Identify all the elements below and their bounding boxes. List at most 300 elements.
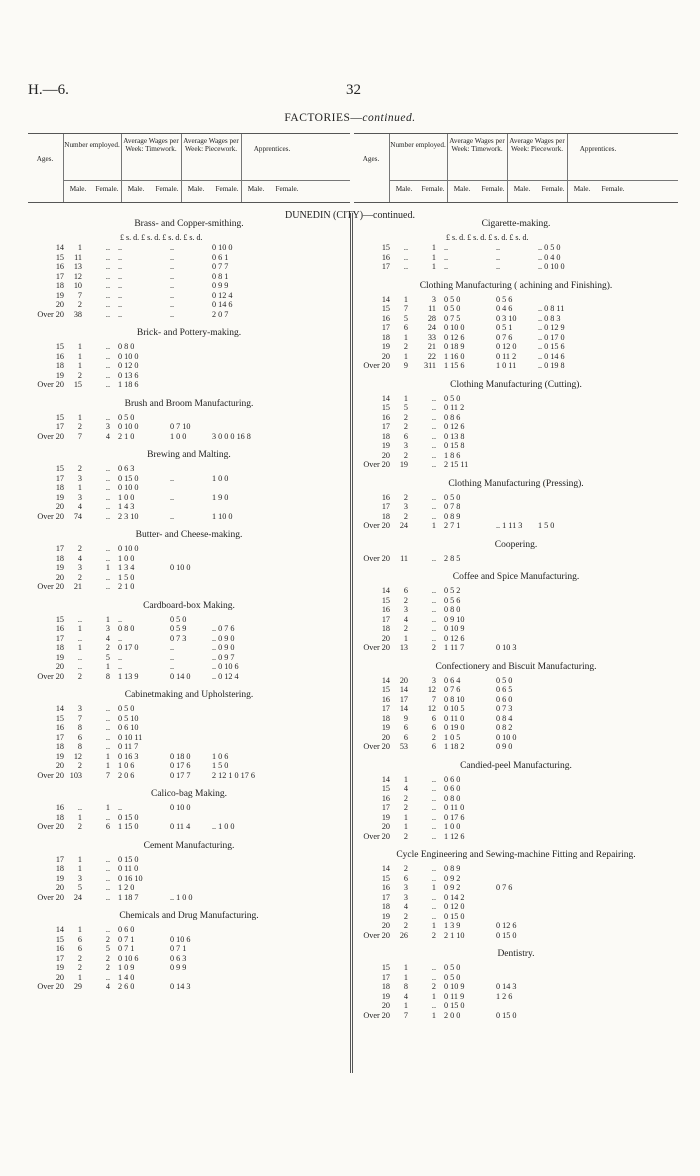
female-count-cell: 1 <box>105 761 110 770</box>
female-count-cell: 5 <box>105 652 110 662</box>
age-cell: Over 20 <box>37 380 64 389</box>
male-count-cell: 2 <box>77 671 82 681</box>
age-cell: 16 <box>381 313 390 323</box>
male-count-cell: .. <box>77 652 82 662</box>
male-count-cell: 1 <box>403 633 408 643</box>
wage-cell: 0 11 0 <box>444 713 465 723</box>
female-count-cell: .. <box>105 342 110 351</box>
industry-block <box>28 600 350 682</box>
table-row <box>28 704 350 714</box>
wage-cell: 0 11 2 <box>444 403 465 412</box>
male-count-cell: 8 <box>77 723 82 732</box>
industry-block <box>354 948 678 1020</box>
male-count-cell: 4 <box>77 553 82 563</box>
table-row <box>28 300 350 310</box>
female-count-cell: .. <box>431 502 436 511</box>
table-row <box>28 474 350 484</box>
male-count-cell: 24 <box>399 521 408 530</box>
age-cell: 19 <box>55 290 64 300</box>
female-count-cell: .. <box>105 243 110 252</box>
wage-cell: 2 8 5 <box>444 553 461 563</box>
industry-block <box>28 788 350 832</box>
age-cell: 14 <box>55 704 64 713</box>
wage-cell: 0 12 0 <box>444 902 465 911</box>
male-count-cell: 5 <box>403 313 408 323</box>
age-cell: 14 <box>381 675 390 685</box>
female-count-cell: .. <box>431 553 436 563</box>
female-count-cell: .. <box>431 812 436 822</box>
age-cell: 16 <box>55 944 64 953</box>
female-count-cell: 6 <box>431 742 436 751</box>
table-row <box>354 1001 678 1011</box>
wage-cell: 1 5 0 <box>538 521 555 530</box>
female-count-cell: .. <box>105 473 110 483</box>
wage-cell: 1 10 0 <box>212 511 233 521</box>
wage-cell: 0 14 2 <box>444 892 465 902</box>
table-row <box>28 634 350 644</box>
table-row <box>354 615 678 625</box>
female-count-cell: 12 <box>427 704 436 713</box>
wage-cell: 2 6 0 <box>118 982 135 991</box>
age-cell: 16 <box>55 624 64 633</box>
wage-cell: 0 11 0 <box>444 803 465 812</box>
male-count-cell: 1 <box>77 854 82 864</box>
female-count-cell: .. <box>431 892 436 902</box>
industry-block <box>28 327 350 390</box>
table-row <box>354 413 678 423</box>
age-cell: 19 <box>381 812 390 822</box>
wage-cell: 0 7 6 <box>444 685 461 694</box>
wage-cell: 1 12 6 <box>444 831 465 841</box>
industry-title: Candied-peel Manufacturing. <box>460 760 572 771</box>
money-units: £ s. d. £ s. d. £ s. d. £ s. d. <box>120 233 203 242</box>
table-row <box>354 775 678 785</box>
wage-cell: 0 15 0 <box>444 911 465 921</box>
male-count-cell: 1 <box>77 643 82 652</box>
age-cell: 16 <box>55 803 64 812</box>
wage-cell: 1 16 0 <box>444 351 465 361</box>
age-cell: 17 <box>55 633 64 643</box>
wage-cell: 0 10 9 <box>444 982 465 991</box>
female-count-cell: .. <box>105 370 110 380</box>
female-count-cell: 8 <box>105 671 110 681</box>
age-cell: 18 <box>381 713 390 723</box>
age-cell: 19 <box>381 723 390 732</box>
male-count-cell: 2 <box>77 464 82 473</box>
wage-cell: 0 6 3 <box>170 953 187 963</box>
wage-cell: .. 0 8 3 <box>538 313 561 323</box>
age-cell: Over 20 <box>37 770 64 780</box>
wage-cell: 1 3 4 <box>118 563 135 572</box>
wage-cell: .. <box>496 243 501 252</box>
table-row <box>28 281 350 291</box>
wage-cell: 1 18 2 <box>444 742 465 751</box>
female-count-cell: 1 <box>431 991 436 1001</box>
wage-cell: 0 8 6 <box>444 412 461 422</box>
wage-cell: .. 0 10 6 <box>212 662 239 671</box>
female-count-cell: .. <box>105 854 110 864</box>
wage-cell: 0 10 0 <box>118 483 139 492</box>
age-cell: Over 20 <box>37 511 64 521</box>
male-subheader: Male. <box>453 185 471 193</box>
female-count-cell: .. <box>431 393 436 403</box>
wage-cell: 0 19 0 <box>444 723 465 732</box>
wage-cell: 0 10 0 <box>170 563 191 572</box>
industry-block <box>28 218 350 319</box>
number-employed-header: Number employed. <box>390 141 446 149</box>
table-row <box>354 422 678 432</box>
female-count-cell: 1 <box>105 662 110 671</box>
wage-cell: 0 16 10 <box>118 873 143 883</box>
wage-cell: 0 6 5 <box>496 685 513 694</box>
industry-title: Dentistry. <box>497 949 535 959</box>
age-cell: 16 <box>381 412 390 422</box>
table-row <box>28 935 350 945</box>
female-count-cell: 22 <box>427 351 436 361</box>
wage-cell: 0 8 0 <box>444 605 461 614</box>
table-row <box>28 262 350 272</box>
wage-cell: 1 11 7 <box>444 643 465 652</box>
table-row <box>354 605 678 615</box>
industry-title: Clothing Manufacturing ( achining and Finishing). <box>419 280 613 291</box>
age-cell: 18 <box>381 511 390 521</box>
wage-cell: 0 10 0 <box>496 732 517 742</box>
header-divider <box>64 180 350 181</box>
female-count-cell: 3 <box>105 624 110 633</box>
table-row <box>354 253 678 263</box>
female-subheader: Female. <box>601 185 625 193</box>
male-count-cell: 53 <box>399 742 408 751</box>
female-count-cell: 1 <box>431 243 436 252</box>
female-count-cell: 2 <box>431 643 436 652</box>
age-cell: 14 <box>381 864 390 873</box>
age-cell: 15 <box>381 963 390 972</box>
male-count-cell: 13 <box>73 262 82 271</box>
industry-title: Brush and Broom Manufacturing. <box>124 398 254 409</box>
wage-cell: 0 10 5 <box>444 704 465 713</box>
age-cell: 15 <box>55 412 64 422</box>
age-cell: 15 <box>55 252 64 262</box>
apprentices-header: Apprentices. <box>579 145 617 153</box>
male-count-cell: 3 <box>403 605 408 614</box>
age-cell: 18 <box>381 332 390 342</box>
table-row <box>354 521 678 531</box>
male-count-cell: 3 <box>77 873 82 883</box>
male-count-cell: 2 <box>403 342 408 351</box>
age-cell: 14 <box>381 774 390 784</box>
female-count-cell: .. <box>105 300 110 309</box>
table-row <box>28 310 350 320</box>
age-cell: 18 <box>381 982 390 991</box>
male-subheader: Male. <box>573 185 591 193</box>
wage-cell: 2 0 7 <box>212 309 229 319</box>
female-count-cell: .. <box>105 412 110 422</box>
male-count-cell: 1 <box>77 864 82 873</box>
table-row <box>354 973 678 983</box>
industry-title: Coopering. <box>494 539 538 550</box>
table-row <box>354 883 678 893</box>
female-count-cell: .. <box>105 925 110 934</box>
female-count-cell: 11 <box>428 304 436 313</box>
wage-cell: .. <box>118 252 123 262</box>
age-cell: 19 <box>55 492 64 502</box>
table-row <box>28 803 350 813</box>
table-row <box>28 554 350 564</box>
page-number: 32 <box>346 82 361 98</box>
age-cell: 16 <box>381 883 390 892</box>
age-cell: 17 <box>381 262 390 271</box>
wage-cell: .. <box>170 243 175 252</box>
wage-cell: 1 0 11 <box>496 361 517 370</box>
age-cell: 19 <box>381 911 390 921</box>
age-cell: 14 <box>381 586 390 595</box>
female-count-cell: 4 <box>105 982 110 991</box>
female-count-cell: .. <box>105 361 110 370</box>
wage-cell: 0 5 6 <box>444 595 461 605</box>
table-row <box>354 794 678 804</box>
table-row <box>354 784 678 794</box>
wage-cell: .. <box>170 252 175 262</box>
wage-cell: .. <box>118 662 123 671</box>
wage-cell: 0 6 10 <box>118 723 139 732</box>
table-row <box>28 855 350 865</box>
wages-timework-header: Average Wages per Week: Timework. <box>123 137 179 153</box>
table-row <box>28 672 350 682</box>
wages-piecework-header: Average Wages per Week: Piecework. <box>183 137 239 153</box>
wage-cell: 0 15 8 <box>444 441 465 450</box>
male-subheader: Male. <box>127 185 145 193</box>
female-count-cell: .. <box>431 605 436 614</box>
wage-cell: 0 12 4 <box>212 290 233 300</box>
age-cell: 16 <box>55 723 64 732</box>
table-row <box>354 304 678 314</box>
male-count-cell: 9 <box>403 361 408 370</box>
table-row <box>354 314 678 324</box>
female-count-cell: .. <box>105 553 110 563</box>
female-count-cell: .. <box>105 883 110 892</box>
male-count-cell: 2 <box>77 370 82 380</box>
wage-cell: 0 5 6 <box>496 294 513 304</box>
male-count-cell: 7 <box>77 431 82 441</box>
age-cell: 16 <box>381 793 390 803</box>
table-row <box>28 615 350 625</box>
age-cell: 16 <box>381 694 390 704</box>
wage-cell: 0 5 0 <box>170 614 187 624</box>
wage-cell: 0 7 1 <box>118 934 135 944</box>
wages-piecework-header: Average Wages per Week: Piecework. <box>509 137 565 153</box>
table-row <box>354 295 678 305</box>
male-count-cell: 11 <box>400 553 408 563</box>
wage-cell: 0 8 2 <box>496 723 513 732</box>
industry-block <box>28 529 350 592</box>
page-title: FACTORIES—continued. <box>284 112 416 124</box>
wage-cell: 0 15 0 <box>118 812 139 822</box>
wage-cell: .. <box>496 262 501 271</box>
wage-cell: 0 5 10 <box>118 713 139 723</box>
wage-cell: .. 0 15 6 <box>538 342 565 351</box>
table-row <box>28 512 350 522</box>
female-count-cell: 4 <box>105 431 110 441</box>
table-row <box>354 262 678 272</box>
age-cell: 16 <box>381 605 390 614</box>
wage-cell: .. <box>444 252 449 262</box>
wage-cell: 0 8 1 <box>212 271 229 281</box>
male-count-cell: 2 <box>77 953 82 963</box>
male-count-cell: 8 <box>403 982 408 991</box>
female-count-cell: .. <box>105 742 110 751</box>
wage-cell: .. <box>118 281 123 290</box>
male-subheader: Male. <box>395 185 413 193</box>
industry-block <box>354 280 678 371</box>
wage-cell: 2 1 0 <box>118 582 135 591</box>
industry-title: Brick- and Pottery-making. <box>136 328 242 338</box>
wage-cell: .. 0 5 0 <box>538 243 561 252</box>
wage-cell: 0 10 3 <box>496 643 517 652</box>
wage-cell: 0 5 0 <box>118 412 135 422</box>
industry-title: Cement Manufacturing. <box>143 840 235 851</box>
wage-cell: .. <box>170 290 175 300</box>
wage-cell: .. <box>170 281 175 290</box>
male-count-cell: 6 <box>403 873 408 883</box>
wage-cell: 0 7 7 <box>212 262 229 271</box>
age-cell: 15 <box>381 685 390 694</box>
wage-cell: 0 18 0 <box>170 751 191 761</box>
wage-cell: 0 17 6 <box>170 761 191 770</box>
male-count-cell: 9 <box>403 713 408 723</box>
male-count-cell: 7 <box>77 713 82 723</box>
wage-cell: 0 9 9 <box>212 281 229 290</box>
male-count-cell: 4 <box>77 502 82 511</box>
wage-cell: .. 0 14 6 <box>538 351 565 361</box>
male-count-cell: 6 <box>77 934 82 944</box>
wage-cell: .. 0 12 9 <box>538 323 565 332</box>
industry-block <box>28 398 350 442</box>
wage-cell: 0 16 3 <box>118 751 139 761</box>
wage-cell: 0 14 3 <box>170 982 191 991</box>
age-cell: 15 <box>381 873 390 883</box>
female-count-cell: .. <box>105 351 110 361</box>
wage-cell: 0 6 4 <box>444 675 461 685</box>
table-row <box>354 813 678 823</box>
wage-cell: .. 0 10 0 <box>538 262 565 271</box>
age-cell: 15 <box>55 614 64 624</box>
female-count-cell: 1 <box>105 614 110 624</box>
wage-cell: 2 0 0 <box>444 1010 461 1020</box>
female-count-cell: 6 <box>431 713 436 723</box>
age-cell: 18 <box>55 281 64 290</box>
wage-cell: 0 10 0 <box>170 803 191 812</box>
age-cell: 20 <box>55 883 64 892</box>
table-row <box>28 864 350 874</box>
table-row <box>28 493 350 503</box>
table-row <box>354 912 678 922</box>
male-subheader: Male. <box>69 185 87 193</box>
female-count-cell: .. <box>105 812 110 822</box>
male-count-cell: 2 <box>403 450 408 460</box>
table-row <box>28 361 350 371</box>
wage-cell: 1 0 9 <box>118 963 135 972</box>
wage-cell: 0 3 10 <box>496 313 517 323</box>
wage-cell: 1 0 0 <box>118 553 135 563</box>
table-row <box>354 874 678 884</box>
wage-cell: 0 12 6 <box>444 422 465 431</box>
wage-cell: .. 0 7 6 <box>212 624 235 633</box>
age-cell: 15 <box>55 464 64 473</box>
male-count-cell: 1 <box>77 925 82 934</box>
wage-cell: 2 12 1 0 17 6 <box>212 770 255 780</box>
wage-cell: .. <box>170 300 175 309</box>
table-row <box>354 451 678 461</box>
female-count-cell: 24 <box>427 323 436 332</box>
female-count-cell: 1 <box>431 883 436 892</box>
wage-cell: 0 5 0 <box>496 675 513 685</box>
male-count-cell: 2 <box>77 572 82 582</box>
female-count-cell: .. <box>431 972 436 982</box>
age-cell: 17 <box>381 972 390 982</box>
female-count-cell: .. <box>105 713 110 723</box>
female-subheader: Female. <box>275 185 299 193</box>
wage-cell: 0 8 9 <box>444 511 461 521</box>
right-column <box>354 218 678 1020</box>
female-count-cell: 1 <box>105 803 110 812</box>
age-cell: 17 <box>55 732 64 742</box>
female-count-cell: 4 <box>105 633 110 643</box>
wage-cell: .. <box>170 511 175 521</box>
male-count-cell: 74 <box>73 511 82 521</box>
male-count-cell: 2 <box>403 911 408 921</box>
industry-title: Chemicals and Drug Manufacturing. <box>119 911 259 921</box>
female-count-cell: .. <box>105 572 110 582</box>
wage-cell: 1 0 0 <box>444 822 461 831</box>
wage-cell: 0 5 0 <box>444 963 461 972</box>
female-count-cell: .. <box>105 262 110 271</box>
wage-cell: .. <box>170 643 175 652</box>
age-cell: 17 <box>55 544 64 553</box>
wage-cell: 0 7 10 <box>170 422 191 431</box>
female-count-cell: .. <box>431 450 436 460</box>
table-row <box>28 432 350 442</box>
wage-cell: 0 11 9 <box>444 991 465 1001</box>
age-cell: 17 <box>381 502 390 511</box>
male-count-cell: 1 <box>403 774 408 784</box>
age-cell: 15 <box>381 784 390 793</box>
table-row <box>354 403 678 413</box>
table-row <box>354 714 678 724</box>
table-row <box>354 333 678 343</box>
table-row <box>28 291 350 301</box>
age-cell: 19 <box>55 370 64 380</box>
female-subheader: Female. <box>215 185 239 193</box>
wage-cell: 0 8 9 <box>444 864 461 873</box>
table-row <box>354 733 678 743</box>
female-count-cell: .. <box>105 483 110 492</box>
female-count-cell: .. <box>105 704 110 713</box>
wage-cell: 0 10 11 <box>118 732 143 742</box>
table-row <box>28 563 350 573</box>
table-row <box>354 502 678 512</box>
table-row <box>354 695 678 705</box>
table-row <box>28 380 350 390</box>
industry-block <box>354 661 678 752</box>
female-subheader: Female. <box>541 185 565 193</box>
wage-cell: 1 4 3 <box>118 502 135 511</box>
wage-cell: 0 6 0 <box>118 925 135 934</box>
industry-title: Cycle Engineering and Sewing-machine Fitting and Repairing. <box>396 850 636 860</box>
male-count-cell: 2 <box>77 544 82 553</box>
age-cell: 17 <box>381 803 390 812</box>
wage-cell: 0 9 0 <box>496 742 513 751</box>
male-count-cell: 12 <box>73 751 82 761</box>
